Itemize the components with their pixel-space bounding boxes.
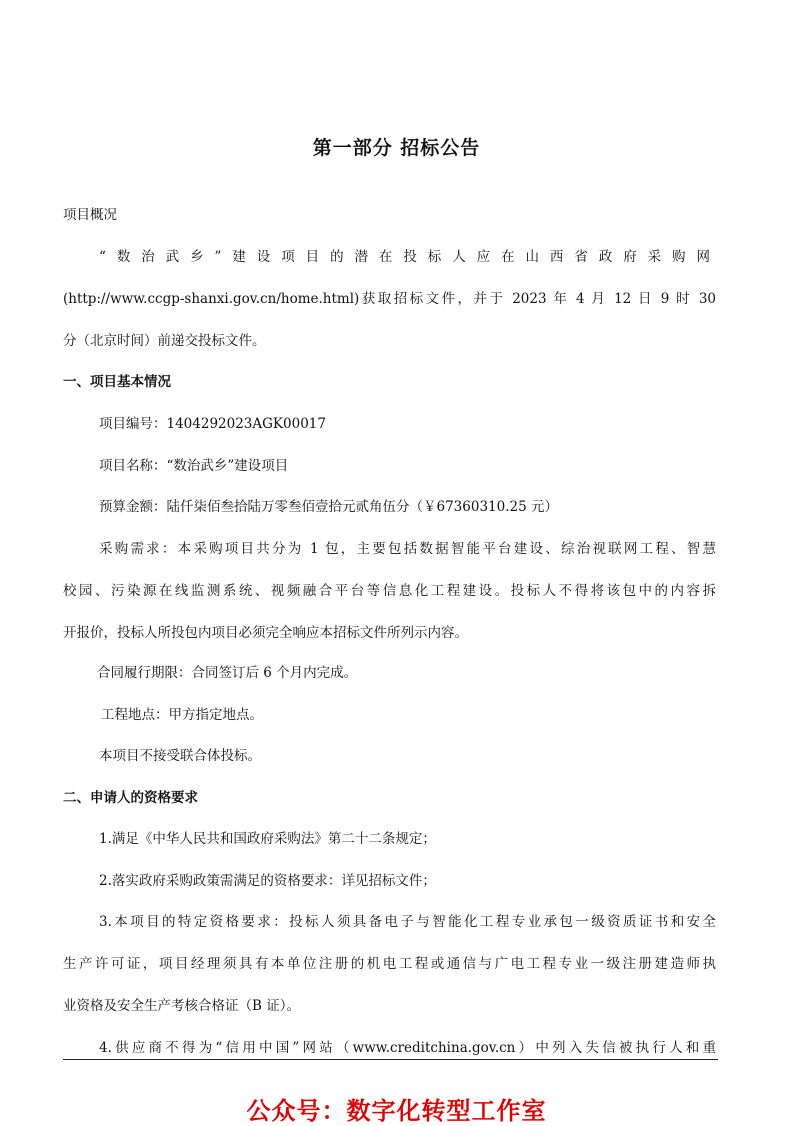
work-location: 工程地点：甲方指定地点。: [101, 707, 263, 723]
qualification-item-1: 1.满足《中华人民共和国政府采购法》第二十二条规定；: [99, 831, 436, 847]
consortium-note: 本项目不接受联合体投标。: [99, 748, 261, 764]
contract-period: 合同履行期限：合同签订后 6 个月内完成。: [97, 665, 358, 681]
page-title: 第一部分 招标公告: [312, 137, 481, 159]
section-heading-qualifications: 二、申请人的资格要求: [63, 790, 198, 806]
overview-line-3: 分（北京时间）前递交投标文件。: [63, 333, 266, 349]
demand-line-1: 采购需求：本采购项目共分为 1 包，主要包括数据智能平台建设、综治视联网工程、智慧: [99, 541, 716, 557]
overview-label: 项目概况: [63, 207, 117, 223]
qualification-item-3-line-3: 业资格及安全生产考核合格证（B 证）。: [63, 998, 300, 1014]
qualification-item-4-line-1: 4.供应商不得为“信用中国”网站（www.creditchina.gov.cn）中列入失信被执行人和重: [99, 1040, 716, 1056]
footer-divider: [63, 1059, 718, 1060]
qualification-item-3-line-1: 3.本项目的特定资格要求：投标人须具备电子与智能化工程专业承包一级资质证书和安全: [99, 914, 716, 930]
demand-line-2: 校园、污染源在线监测系统、视频融合平台等信息化工程建设。投标人不得将该包中的内容拆: [63, 583, 716, 599]
budget-amount: 预算金额：陆仟柒佰叁拾陆万零叁佰壹拾元贰角伍分（￥67360310.25 元）: [99, 499, 558, 515]
project-name: 项目名称：“数治武乡”建设项目: [99, 458, 289, 474]
qualification-item-2: 2.落实政府采购政策需满足的资格要求：详见招标文件；: [99, 873, 436, 889]
overview-line-2: (http://www.ccgp-shanxi.gov.cn/home.html)获取招标文件，并于 2023 年 4 月 12 日 9 时 30: [63, 291, 716, 307]
qualification-item-3-line-2: 生产许可证，项目经理须具有本单位注册的机电工程或通信与广电工程专业一级注册建造师执: [63, 956, 716, 972]
overview-line-1: “数治武乡”建设项目的潜在投标人应在山西省政府采购网: [99, 249, 716, 265]
section-heading-basic-info: 一、项目基本情况: [63, 374, 171, 390]
demand-line-3: 开报价，投标人所投包内项目必须完全响应本招标文件所列示内容。: [63, 625, 468, 641]
project-number: 项目编号：1404292023AGK00017: [99, 416, 326, 432]
footer-watermark: 公众号：数字化转型工作室: [246, 1097, 547, 1125]
